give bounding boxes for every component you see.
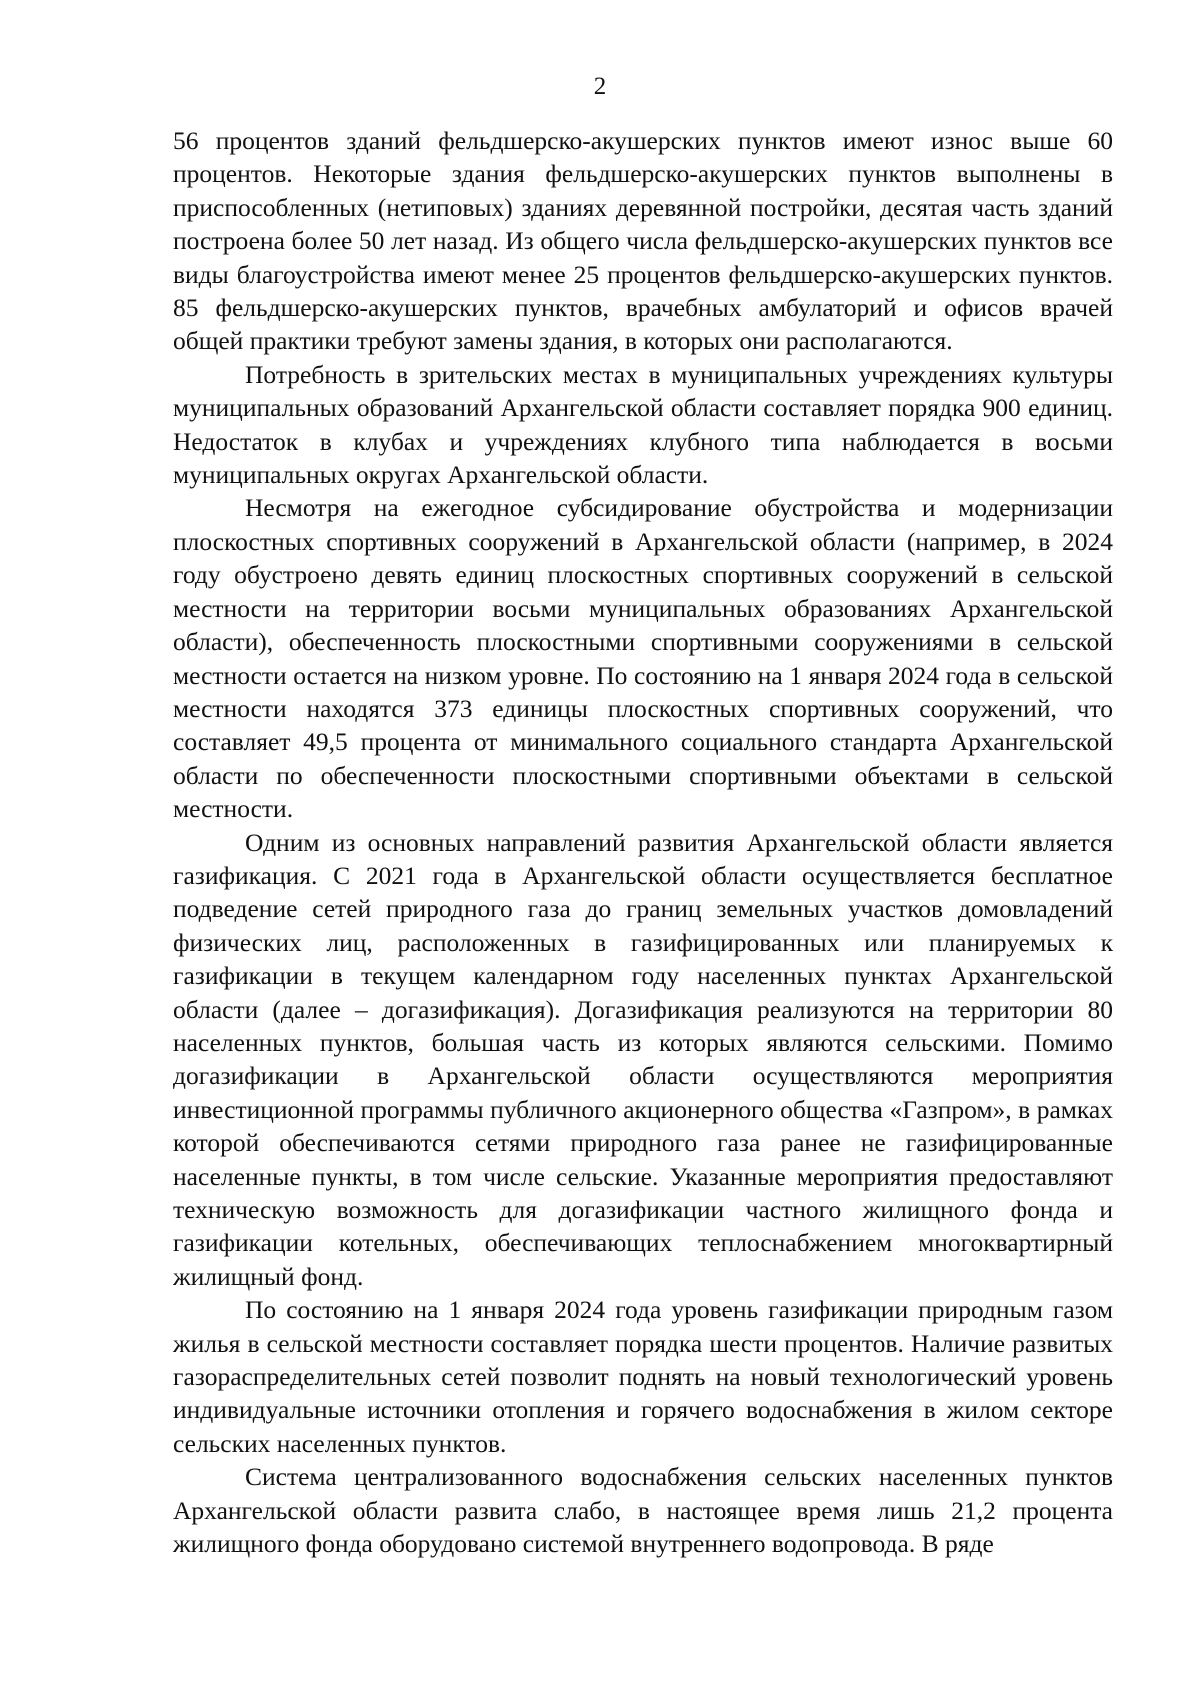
document-body (173, 124, 1113, 1560)
paragraph-sports-facilities: Несмотря на ежегодное субсидирование обустройства и модернизации плоскостных спортивных сооружений в Архангельской области (например, в 2024 году обустроено девять единиц плоскостных спортивных сооружений в сельской местности на территории восьми муниципальных образованиях Архангельской области), обеспеченность плоскостными спортивными сооружениями в сельской местности остается на низком уровне. По состоянию на 1 января 2024 года в сельской местности находятся 373 единицы плоскостных спортивных сооружений, что составляет 49,5 процента от минимального социального стандарта Архангельской области по обеспеченности плоскостными спортивными объектами в сельской местности. (173, 493, 1113, 824)
paragraph-feldsher-points: 56 процентов зданий фельдшерско-акушерских пунктов имеют износ выше 60 процентов. Некоторые здания фельдшерско-акушерских пунктов выполнены в приспособленных (нетиповых) зданиях деревянной постройки, десятая часть зданий построена более 50 лет назад. Из общего числа фельдшерско-акушерских пунктов все виды благоустройства имеют менее 25 процентов фельдшерско-акушерских пунктов. 85 фельдшерско-акушерских пунктов, врачебных амбулаторий и офисов врачей общей практики требуют замены здания, в которых они располагаются. (173, 126, 1113, 356)
paragraph-water-supply: Система централизованного водоснабжения сельских населенных пунктов Архангельской области развита слабо, в настоящее время лишь 21,2 процента жилищного фонда оборудовано системой внутреннего водопровода. В ряде (173, 1462, 1113, 1559)
paragraph-gas-level: По состоянию на 1 января 2024 года уровень газификации природным газом жилья в сельской местности составляет порядка шести процентов. Наличие развитых газораспределительных сетей позволит поднять на новый технологический уровень индивидуальные источники отопления и горячего водоснабжения в жилом секторе сельских населенных пунктов. (173, 1295, 1113, 1458)
paragraph-culture-seats: Потребность в зрительских местах в муниципальных учреждениях культуры муниципальных образований Архангельской области составляет порядка 900 единиц. Недостаток в клубах и учреждениях клубного типа наблюдается в восьми муниципальных округах Архангельской области. (173, 359, 1113, 490)
paragraph-gasification: Одним из основных направлений развития Архангельской области является газификация. С 2021 года в Архангельской области осуществляется бесплатное подведение сетей природного газа до границ земельных участков домовладений физических лиц, расположенных в газифицированных или планируемых к газификации в текущем календарном году населенных пунктах Архангельской области (далее – догазификация). Догазификация реализуются на территории 80 населенных пунктов, большая часть из которых являются сельскими. Помимо догазификации в Архангельской области осуществляются мероприятия инвестиционной программы публичного акционерного общества «Газпром», в рамках которой обеспечиваются сетями природного газа ранее не газифицированные населенные пункты, в том числе сельские. Указанные мероприятия предоставляют техническую возможность для догазификации частного жилищного фонда и газификации котельных, обеспечивающих теплоснабжением многоквартирный жилищный фонд. (173, 827, 1113, 1291)
page-number: 2 (593, 73, 607, 100)
